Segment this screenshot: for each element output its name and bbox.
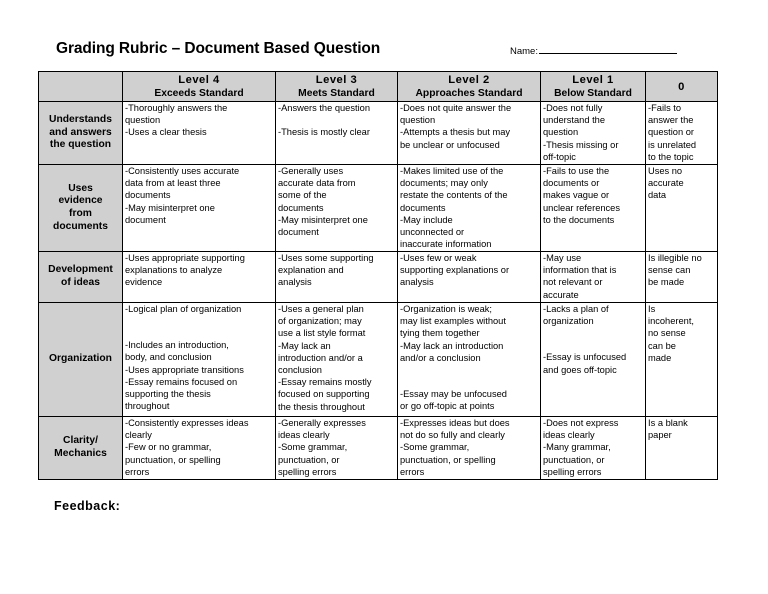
cell-text-line: explanation and <box>278 265 344 276</box>
rubric-row <box>39 417 718 480</box>
cell-text-line: punctuation, or <box>278 454 340 465</box>
rubric-cell <box>646 417 718 480</box>
rubric-cell <box>646 252 718 303</box>
cell-text-line: question or <box>648 127 694 138</box>
criterion-line: evidence <box>58 195 103 207</box>
cell-text-line: -Some grammar, <box>400 442 470 453</box>
level-description: Exceeds Standard <box>154 87 244 99</box>
cell-text-line: is unrelated <box>648 139 697 150</box>
cell-spacer <box>400 364 538 388</box>
rubric-body <box>39 102 718 480</box>
rubric-cell <box>646 165 718 252</box>
cell-text-line: -Does not express <box>543 418 619 428</box>
level-title: 0 <box>678 80 685 93</box>
criterion-line: the question <box>49 139 112 151</box>
cell-text-line: -Uses few or weak <box>400 253 477 263</box>
cell-text-line: to the documents <box>543 214 615 225</box>
criterion-line: Uses <box>68 182 93 194</box>
criterion-line: and answers <box>49 126 112 138</box>
rubric-cell <box>398 417 541 480</box>
rubric-cell <box>123 417 276 480</box>
cell-text-line <box>278 114 395 126</box>
level-title: Level 1 <box>572 73 614 86</box>
cell-text-line: ideas clearly <box>543 430 595 441</box>
cell-text-line: punctuation, or spelling <box>125 454 221 465</box>
cell-text-line: the thesis throughout <box>278 401 365 412</box>
cell-text-line: errors <box>125 466 150 477</box>
cell-text-line: of organization; may <box>278 316 362 327</box>
cell-text-line: body, and conclusion <box>125 352 212 363</box>
cell-text-line: accurate data from <box>278 178 356 189</box>
criterion-line: of ideas <box>61 277 100 288</box>
cell-text-line: errors <box>400 466 425 477</box>
cell-text-line: question <box>400 115 436 126</box>
name-field[interactable] <box>510 44 677 57</box>
cell-text-line: -Uses appropriate supporting <box>125 253 245 263</box>
feedback-label: Feedback: <box>54 499 121 513</box>
cell-text-line: be unclear or unfocused <box>400 139 500 150</box>
header-level-5 <box>646 72 718 102</box>
cell-text-line: -Thesis missing or <box>543 139 619 150</box>
header-row <box>39 72 718 102</box>
criterion-line: Development <box>48 264 113 276</box>
rubric-row <box>39 252 718 303</box>
cell-text-line: not relevant or <box>543 277 603 288</box>
level-title: Level 2 <box>448 73 490 86</box>
rubric-cell <box>276 417 398 480</box>
rubric-cell <box>276 102 398 165</box>
criterion-cell <box>39 165 123 252</box>
cell-text-line: documents or <box>543 178 600 189</box>
cell-text-line: -Uses a general plan <box>278 304 364 314</box>
cell-text-line: -May misinterpret one <box>278 214 368 225</box>
cell-text-line: -Fails to <box>648 103 682 113</box>
level-title: Level 4 <box>178 73 220 86</box>
page-title: Grading Rubric – Document Based Question <box>56 40 381 57</box>
cell-text-line: conclusion <box>278 365 322 376</box>
cell-text-line: -Fails to use the <box>543 166 610 176</box>
header-level-2 <box>276 72 398 102</box>
rubric-cell <box>541 252 646 303</box>
cell-text-line: accurate <box>648 178 684 189</box>
cell-text-line: -Does not quite answer the <box>400 103 512 113</box>
cell-text-line: supporting explanations or <box>400 265 510 276</box>
cell-text-line: tying them together <box>400 328 480 339</box>
cell-text-line: and/or a conclusion <box>400 352 481 363</box>
rubric-table <box>38 71 718 480</box>
cell-text-line: Is a blank <box>648 418 688 428</box>
cell-text-line: no sense <box>648 328 686 339</box>
cell-text-line: answer the <box>648 115 694 126</box>
cell-text-line: may list examples without <box>400 316 506 327</box>
rubric-cell <box>398 102 541 165</box>
level-description: Below Standard <box>554 87 632 99</box>
rubric-cell <box>398 165 541 252</box>
rubric-cell <box>398 303 541 417</box>
cell-text-line: throughout <box>125 401 170 412</box>
cell-text-line: use a list style format <box>278 328 366 339</box>
cell-text-line: sense can <box>648 265 691 276</box>
cell-text-line: document <box>125 214 166 225</box>
cell-text-line: clearly <box>125 430 152 441</box>
rubric-cell <box>123 303 276 417</box>
cell-text-line: data from at least three <box>125 178 221 189</box>
cell-text-line: -Attempts a thesis but may <box>400 127 511 138</box>
cell-text-line: and goes off-topic <box>543 364 617 375</box>
cell-text-line: -Uses some supporting <box>278 253 374 263</box>
criterion-line: Mechanics <box>54 448 107 459</box>
rubric-cell <box>123 165 276 252</box>
cell-text-line: punctuation, or <box>543 454 605 465</box>
rubric-cell <box>541 165 646 252</box>
rubric-row <box>39 165 718 252</box>
cell-text-line: spelling errors <box>278 466 337 477</box>
cell-text-line: -Essay remains mostly <box>278 377 372 388</box>
cell-text-line: to the topic <box>648 151 694 162</box>
criterion-line: Clarity/ <box>63 435 98 447</box>
rubric-cell <box>541 303 646 417</box>
cell-text-line: -Few or no grammar, <box>125 442 212 453</box>
cell-text-line: -Thoroughly answers the <box>125 103 228 113</box>
cell-text-line: analysis <box>400 277 434 288</box>
cell-text-line: documents <box>278 202 324 213</box>
cell-text-line: documents <box>125 190 171 201</box>
cell-text-line: -Consistently expresses ideas <box>125 418 249 428</box>
cell-text-line: spelling errors <box>543 466 602 477</box>
cell-text-line: made <box>648 352 672 363</box>
cell-text-line: evidence <box>125 277 163 288</box>
level-title: Level 3 <box>315 73 358 86</box>
cell-text-line: -Uses a clear thesis <box>125 127 207 138</box>
rubric-cell <box>541 102 646 165</box>
rubric-cell <box>276 252 398 303</box>
cell-text-line: some of the <box>278 190 327 201</box>
rubric-cell <box>123 252 276 303</box>
cell-text-line: -Generally expresses <box>278 418 366 428</box>
rubric-cell <box>276 303 398 417</box>
cell-text-line: unclear references <box>543 202 620 213</box>
cell-text-line: supporting the thesis <box>125 389 211 400</box>
cell-text-line: inaccurate information <box>400 239 492 250</box>
cell-text-line: documents; may only <box>400 178 488 189</box>
cell-text-line: analysis <box>278 277 312 288</box>
cell-text-line: -Essay may be unfocused <box>400 389 507 400</box>
cell-text-line: -Lacks a plan of <box>543 304 609 314</box>
cell-text-line: not do so fully and clearly <box>400 430 505 441</box>
cell-text-line: off-topic <box>543 151 576 162</box>
rubric-cell <box>646 303 718 417</box>
cell-text-line: ideas clearly <box>278 430 330 441</box>
cell-text-line: accurate <box>543 289 579 300</box>
cell-spacer <box>543 327 643 351</box>
criterion-line: from <box>69 208 92 219</box>
level-description: Approaches Standard <box>415 87 523 99</box>
cell-text-line: -Makes limited use of the <box>400 166 504 176</box>
cell-text-line: punctuation, or spelling <box>400 454 496 465</box>
name-label: Name: <box>510 46 538 57</box>
cell-text-line: understand the <box>543 115 606 126</box>
header-level-1 <box>123 72 276 102</box>
rubric-row <box>39 102 718 165</box>
criterion-cell <box>39 303 123 417</box>
cell-text-line: -Thesis is mostly clear <box>278 127 370 138</box>
cell-text-line: -Generally uses <box>278 166 344 176</box>
cell-text-line: -Essay remains focused on <box>125 376 238 387</box>
cell-text-line: makes vague or <box>543 190 610 201</box>
rubric-cell <box>123 102 276 165</box>
cell-text-line: information that is <box>543 265 617 276</box>
cell-text-line: Is <box>648 304 656 314</box>
cell-text-line: -Answers the question <box>278 103 370 113</box>
level-description: Meets Standard <box>298 87 375 99</box>
rubric-cell <box>646 102 718 165</box>
header-level-4 <box>541 72 646 102</box>
cell-text-line: -Uses appropriate transitions <box>125 364 244 375</box>
cell-text-line: -Many grammar, <box>543 442 611 453</box>
cell-text-line: Uses no <box>648 166 683 176</box>
cell-text-line: -Some grammar, <box>278 442 348 453</box>
cell-text-line: or go off-topic at points <box>400 401 495 412</box>
cell-text-line: -Organization is weak; <box>400 304 492 314</box>
cell-text-line: -May lack an <box>278 340 331 351</box>
criterion-cell <box>39 252 123 303</box>
criterion-cell <box>39 102 123 165</box>
cell-text-line: -May use <box>543 253 582 263</box>
cell-text-line: be made <box>648 277 685 288</box>
rubric-cell <box>398 252 541 303</box>
cell-text-line: data <box>648 190 667 201</box>
cell-text-line: question <box>543 127 579 138</box>
cell-text-line: paper <box>648 430 672 441</box>
cell-text-line: introduction and/or a <box>278 352 363 363</box>
criterion-line: Organization <box>49 353 112 365</box>
cell-text-line: question <box>125 115 161 126</box>
cell-text-line: organization <box>543 316 594 327</box>
cell-text-line: -Logical plan of organization <box>125 304 242 314</box>
cell-text-line: -Essay is unfocused <box>543 352 627 363</box>
cell-text-line: document <box>278 227 319 238</box>
cell-text-line: incoherent, <box>648 316 694 327</box>
criterion-line: documents <box>53 220 108 232</box>
cell-text-line: -May include <box>400 214 453 225</box>
cell-text-line: explanations to analyze <box>125 265 223 276</box>
cell-text-line: can be <box>648 340 676 351</box>
cell-spacer <box>125 315 273 339</box>
rubric-row <box>39 303 718 417</box>
rubric-cell <box>541 417 646 480</box>
header-level-3 <box>398 72 541 102</box>
cell-text-line: -May lack an introduction <box>400 340 504 351</box>
cell-text-line: documents <box>400 202 446 213</box>
cell-text-line: -Includes an introduction, <box>125 340 229 351</box>
cell-text-line: Is illegible no <box>648 253 702 263</box>
cell-text-line: -Does not fully <box>543 103 603 113</box>
cell-text-line: -May misinterpret one <box>125 202 215 213</box>
header-corner <box>39 72 123 102</box>
criterion-cell <box>39 417 123 480</box>
cell-text-line: -Expresses ideas but does <box>400 418 510 428</box>
cell-text-line: focused on supporting <box>278 389 370 400</box>
criterion-line: Understands <box>49 114 112 126</box>
cell-text-line: -Consistently uses accurate <box>125 166 240 176</box>
rubric-cell <box>276 165 398 252</box>
cell-text-line: restate the contents of the <box>400 190 508 201</box>
cell-text-line: unconnected or <box>400 227 465 238</box>
name-blank-line[interactable] <box>539 44 677 54</box>
